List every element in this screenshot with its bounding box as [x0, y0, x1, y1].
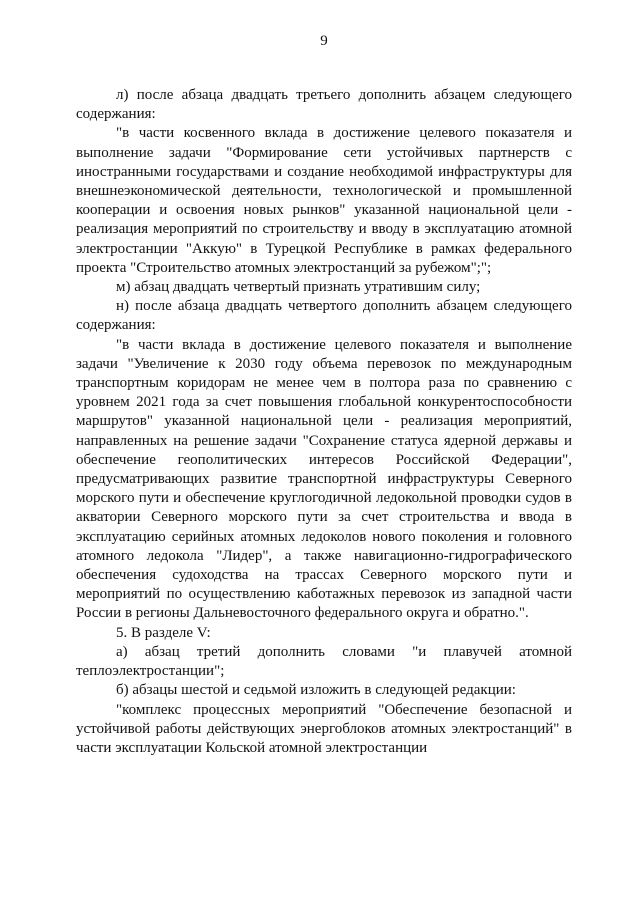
paragraph-l-quote: "в части косвенного вклада в достижение целевого показателя и выполнение задачи "Формирование сети устойчивых партнерств с иностранными государствами и создание необходимой инфраструктуры для внешнеэкономической деятельности, технологической и промышленной кооперации и освоения новых рынков" указанной национальной цели - реализация мероприятий по строительству и вводу в эксплуатацию атомной электростанции "Аккую" в Турецкой Республике в рамках федерального проекта "Строительство атомных электростанций за рубежом";"; — [76, 125, 572, 276]
section-5-heading: 5. В разделе V: — [116, 624, 211, 641]
paragraph-a: а) абзац третий дополнить словами "и плавучей атомной теплоэлектростанции"; — [76, 643, 572, 680]
paragraph-m: м) абзац двадцать четвертый признать утратившим силу; — [116, 279, 481, 296]
paragraph-n-quote: "в части вклада в достижение целевого показателя и выполнение задачи "Увеличение к 2030 году объема перевозок по международным транспортным коридорам не менее чем в полтора раза по сравнению с уровнем 2021 года за счет повышения глобальной конкурентоспособности маршрутов" указанной национальной цели - реализация мероприятий, направленных на решение задачи "Сохранение статуса ядерной державы и обеспечение геополитических интересов Российской Федерации", предусматривающих развитие транспортной инфраструктуры Северного морского пути и обеспечение круглогодичной ледокольной проводки судов в акватории Северного морского пути за счет строительства и ввода в эксплуатацию серийных атомных ледоколов нового поколения и головного атомного ледокола "Лидер", а также навигационно-гидрографического обеспечения судоходства на трассах Северного морского пути и мероприятий по осуществлению каботажных перевозок из западной части России в регионы Дальневосточного федерального округа и обратно.". — [76, 336, 572, 622]
paragraph-n: н) после абзаца двадцать четвертого дополнить абзацем следующего содержания: — [76, 298, 572, 334]
paragraph-b-quote: "комплекс процессных мероприятий "Обеспечение безопасной и устойчивой работы действующих энергоблоков атомных электростанций" в части эксплуатации Кольской атомной электростанции — [76, 701, 572, 756]
paragraph-b: б) абзацы шестой и седьмой изложить в следующей редакции: — [116, 682, 516, 699]
paragraph-l: л) после абзаца двадцать третьего дополнить абзацем следующего содержания: — [76, 87, 572, 123]
page-number: 9 — [320, 33, 328, 49]
